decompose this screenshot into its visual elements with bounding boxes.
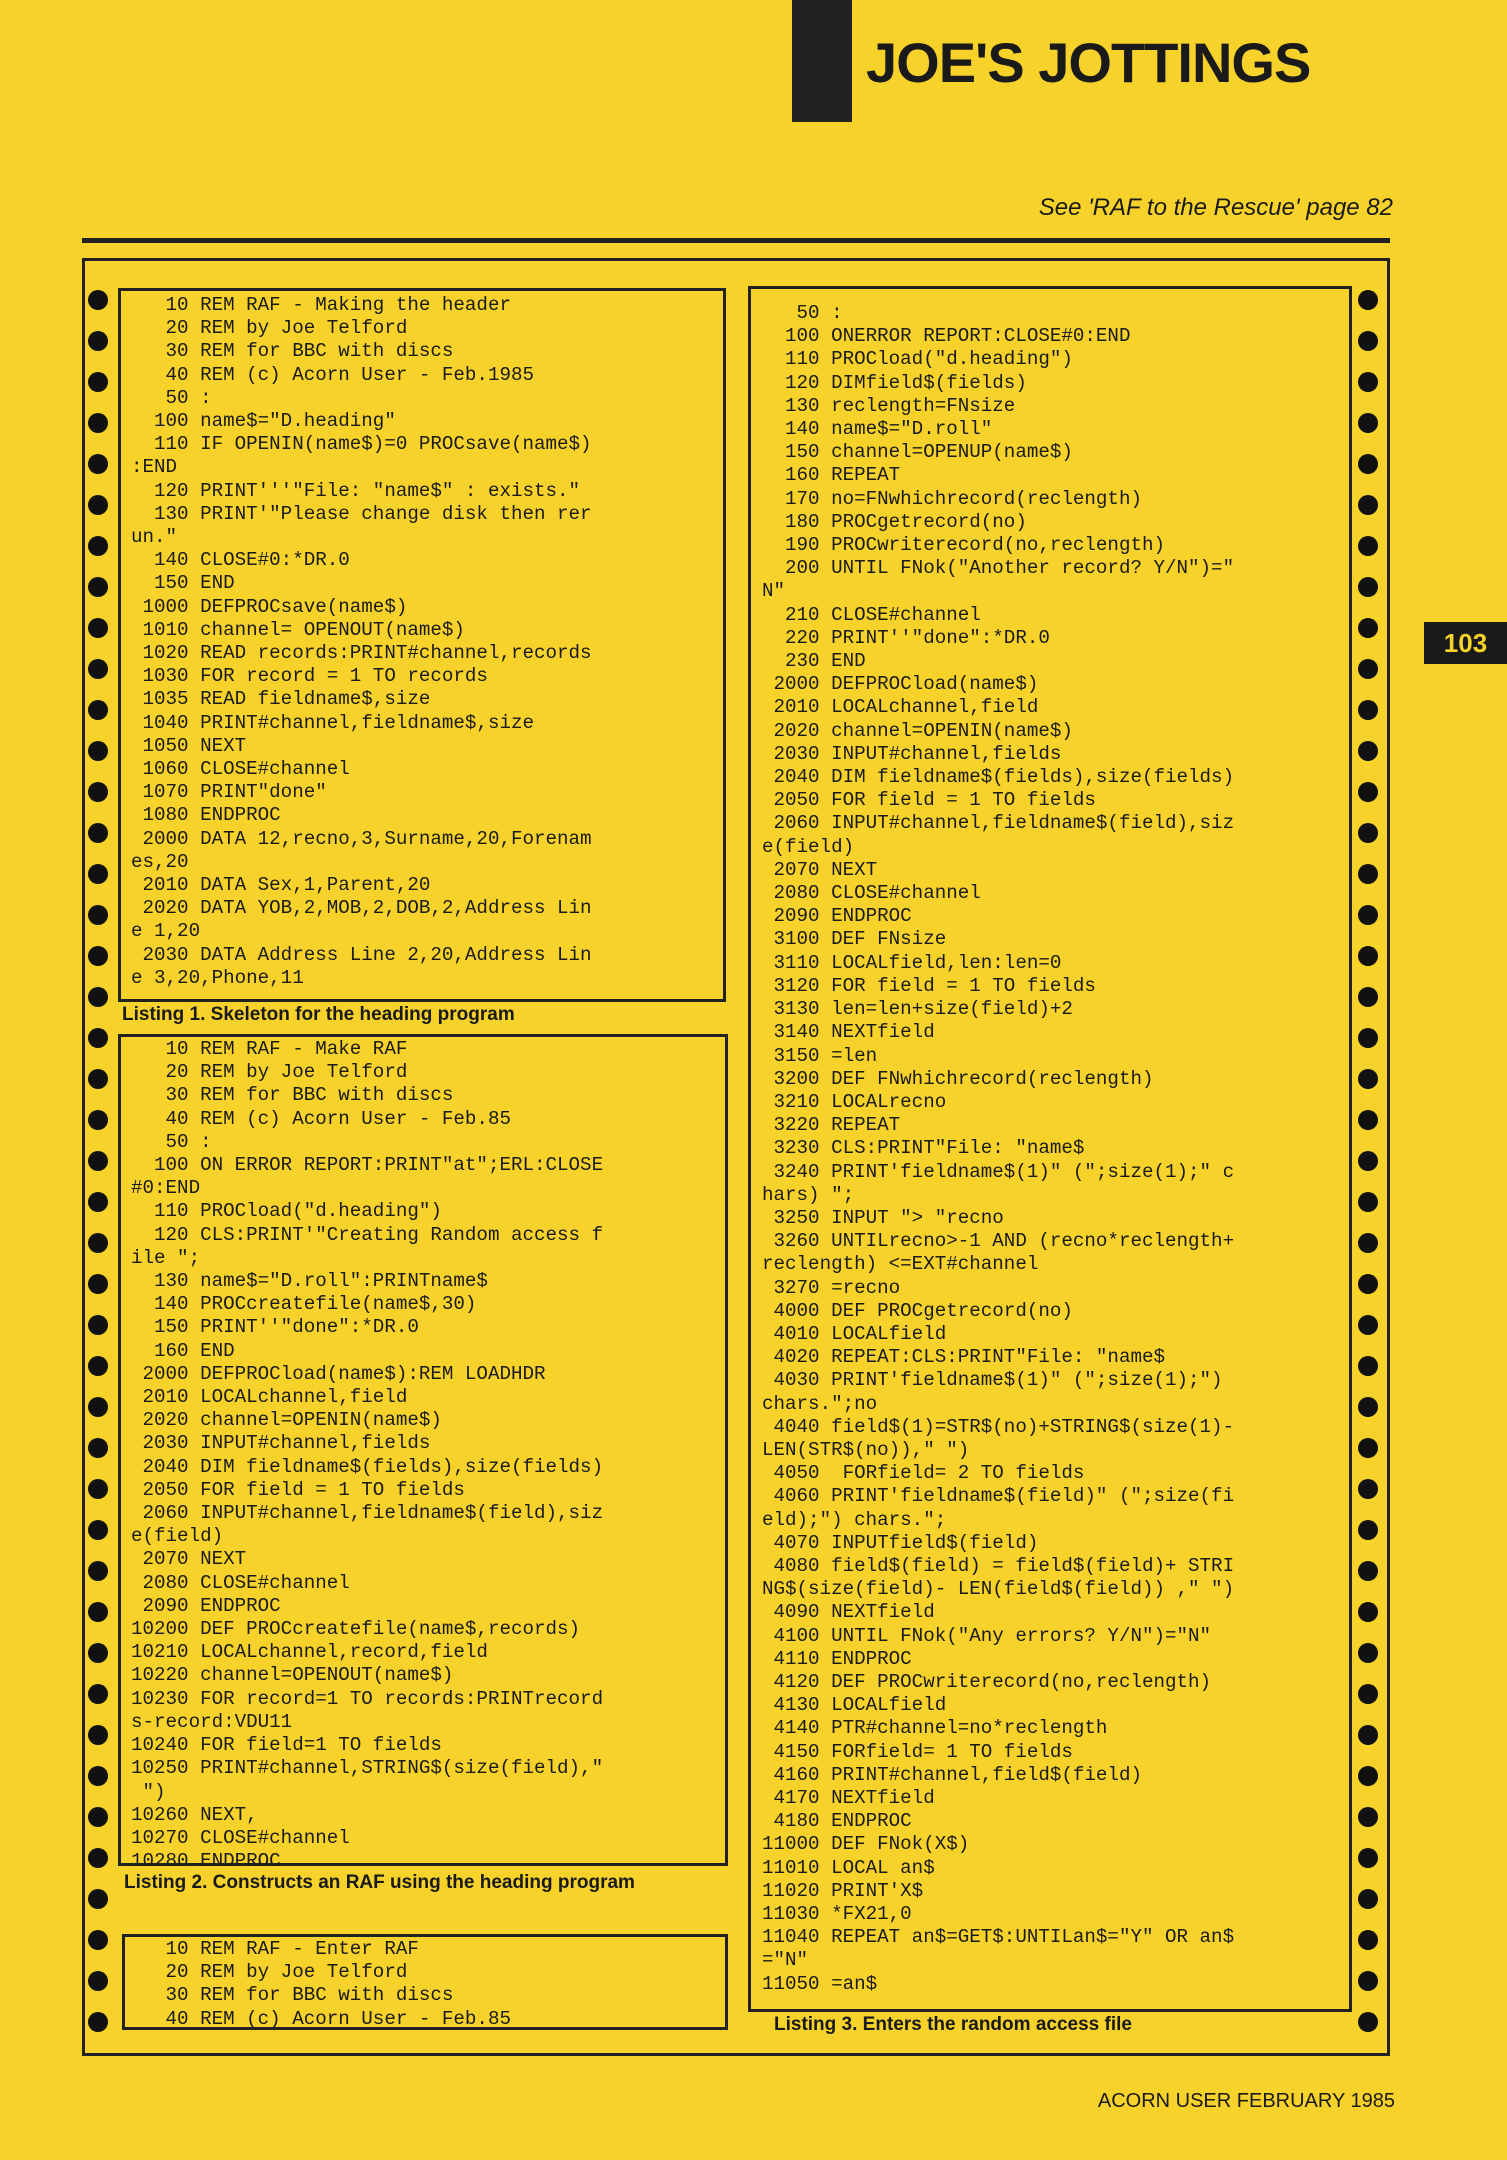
listing-2-caption: Listing 2. Constructs an RAF using the heading program	[124, 1872, 635, 1893]
tractor-hole	[1358, 946, 1378, 966]
tractor-hole	[1358, 495, 1378, 515]
code-line: 2030 INPUT#channel,fields	[131, 1432, 431, 1455]
code-line: 11040 REPEAT an$=GET$:UNTILan$="Y" OR an$	[762, 1926, 1235, 1949]
code-line: 10250 PRINT#channel,STRING$(size(field),"	[131, 1757, 604, 1780]
tractor-hole	[88, 823, 108, 843]
tractor-hole	[1358, 1684, 1378, 1704]
code-line: 150 END	[131, 572, 235, 595]
code-line: 4030 PRINT'fieldname$(1)" (";size(1);")	[762, 1369, 1223, 1392]
code-line: 11010 LOCAL an$	[762, 1856, 935, 1879]
code-line: eld);") chars.";	[762, 1508, 947, 1531]
listing-3-code	[762, 302, 1234, 1996]
code-line: 3120 FOR field = 1 TO fields	[762, 974, 1096, 997]
code-line: 3260 UNTILrecno>-1 AND (recno*reclength+	[762, 1230, 1235, 1253]
tractor-hole	[88, 331, 108, 351]
code-line: 4110 ENDPROC	[762, 1647, 912, 1670]
code-line: 160 REPEAT	[762, 464, 901, 487]
code-line: 1010 channel= OPENOUT(name$)	[131, 618, 465, 641]
tractor-hole	[88, 1438, 108, 1458]
tractor-hole	[88, 454, 108, 474]
code-line: 11000 DEF FNok(X$)	[762, 1833, 970, 1856]
tractor-hole	[1358, 1889, 1378, 1909]
code-line: 4050 FORfield= 2 TO fields	[762, 1462, 1085, 1485]
code-line: 2070 NEXT	[762, 858, 878, 881]
code-line: 1080 ENDPROC	[131, 804, 281, 827]
code-line: 2010 DATA Sex,1,Parent,20	[131, 874, 431, 897]
tractor-hole	[88, 1725, 108, 1745]
code-line: 140 PROCcreatefile(name$,30)	[131, 1293, 477, 1316]
code-line: 3250 INPUT "> "recno	[762, 1206, 1004, 1229]
code-line: 20 REM by Joe Telford	[131, 1961, 408, 1984]
tractor-hole	[88, 1028, 108, 1048]
code-line: 2080 CLOSE#channel	[762, 882, 981, 905]
tractor-hole	[1358, 1438, 1378, 1458]
tractor-hole	[88, 1069, 108, 1089]
code-line: 200 UNTIL FNok("Another record? Y/N")="	[762, 557, 1235, 580]
code-line: 2050 FOR field = 1 TO fields	[131, 1478, 465, 1501]
code-line: 10220 channel=OPENOUT(name$)	[131, 1664, 454, 1687]
tractor-hole	[88, 1356, 108, 1376]
tractor-hole	[1358, 1561, 1378, 1581]
code-line: 40 REM (c) Acorn User - Feb.1985	[131, 363, 535, 386]
code-line: 30 REM for BBC with discs	[131, 1084, 454, 1107]
tractor-hole	[1358, 782, 1378, 802]
code-line: 1040 PRINT#channel,fieldname$,size	[131, 711, 535, 734]
code-line: 30 REM for BBC with discs	[131, 340, 454, 363]
code-line: 100 ON ERROR REPORT:PRINT"at";ERL:CLOSE	[131, 1154, 604, 1177]
tractor-hole	[1358, 1930, 1378, 1950]
tractor-hole	[88, 1561, 108, 1581]
tractor-hole	[88, 1520, 108, 1540]
code-line: 110 PROCload("d.heading")	[131, 1200, 442, 1223]
code-line: 10270 CLOSE#channel	[131, 1826, 350, 1849]
tractor-hole	[1358, 331, 1378, 351]
code-line: 2010 LOCALchannel,field	[762, 696, 1039, 719]
tractor-holes-left	[88, 290, 108, 2036]
code-line: 4140 PTR#channel=no*reclength	[762, 1717, 1108, 1740]
tractor-hole	[1358, 905, 1378, 925]
code-line: 2030 DATA Address Line 2,20,Address Lin	[131, 943, 592, 966]
code-line: 2000 DATA 12,recno,3,Surname,20,Forenam	[131, 827, 592, 850]
code-line: 2000 DEFPROCload(name$):REM LOADHDR	[131, 1362, 546, 1385]
code-line: 4160 PRINT#channel,field$(field)	[762, 1763, 1142, 1786]
code-line: 2080 CLOSE#channel	[131, 1571, 350, 1594]
tractor-hole	[88, 1192, 108, 1212]
tractor-hole	[88, 1684, 108, 1704]
code-line: 11030 *FX21,0	[762, 1903, 912, 1926]
tractor-hole	[88, 741, 108, 761]
code-line: 120 DIMfield$(fields)	[762, 371, 1027, 394]
code-line: 100 name$="D.heading"	[131, 410, 396, 433]
code-line: 2020 channel=OPENIN(name$)	[131, 1409, 442, 1432]
code-line: es,20	[131, 850, 189, 873]
code-line: 150 channel=OPENUP(name$)	[762, 441, 1073, 464]
tractor-hole	[1358, 700, 1378, 720]
code-line: 1020 READ records:PRINT#channel,records	[131, 642, 592, 665]
tractor-hole	[88, 413, 108, 433]
code-line: 50 :	[762, 302, 843, 324]
code-line: 1060 CLOSE#channel	[131, 758, 350, 781]
tractor-hole	[88, 372, 108, 392]
tractor-hole	[88, 2012, 108, 2032]
code-line: 11020 PRINT'X$	[762, 1879, 924, 1902]
code-line: 4060 PRINT'fieldname$(field)" (";size(fi	[762, 1485, 1235, 1508]
code-line: 10 REM RAF - Make RAF	[131, 1038, 408, 1060]
code-line: :END	[131, 456, 178, 479]
tractor-hole	[1358, 2012, 1378, 2032]
code-line: 2040 DIM fieldname$(fields),size(fields)	[762, 766, 1235, 789]
header-rule	[82, 238, 1390, 243]
code-line: 220 PRINT''"done":*DR.0	[762, 626, 1050, 649]
tractor-hole	[88, 987, 108, 1007]
code-line: 150 PRINT''"done":*DR.0	[131, 1316, 419, 1339]
tractor-hole	[88, 782, 108, 802]
tractor-hole	[1358, 1971, 1378, 1991]
tractor-hole	[88, 577, 108, 597]
code-line: 20 REM by Joe Telford	[131, 1061, 408, 1084]
tractor-hole	[1358, 454, 1378, 474]
tractor-hole	[1358, 413, 1378, 433]
tractor-hole	[1358, 1233, 1378, 1253]
page-number-tab: 103	[1424, 622, 1507, 664]
tractor-hole	[88, 1479, 108, 1499]
tractor-hole	[1358, 1807, 1378, 1827]
code-line: 1000 DEFPROCsave(name$)	[131, 595, 408, 618]
code-line: 4070 INPUTfield$(field)	[762, 1531, 1039, 1554]
listing-2-code	[131, 1038, 603, 1873]
code-line: 2090 ENDPROC	[762, 905, 912, 928]
code-line: 180 PROCgetrecord(no)	[762, 510, 1027, 533]
code-line: 130 reclength=FNsize	[762, 394, 1016, 417]
code-line: #0:END	[131, 1177, 201, 1200]
tractor-hole	[88, 536, 108, 556]
tractor-hole	[1358, 1725, 1378, 1745]
tractor-hole	[1358, 1520, 1378, 1540]
code-line: 120 PRINT'''"File: "name$" : exists."	[131, 479, 581, 502]
code-line: 3270 =recno	[762, 1276, 901, 1299]
code-line: 110 PROCload("d.heading")	[762, 348, 1073, 371]
tractor-hole	[1358, 864, 1378, 884]
code-line: 3210 LOCALrecno	[762, 1090, 947, 1113]
code-line: 4170 NEXTfield	[762, 1787, 935, 1809]
code-line: 3220 REPEAT	[762, 1114, 901, 1137]
code-line: 3150 =len	[762, 1044, 878, 1067]
tractor-hole	[1358, 1848, 1378, 1868]
code-line: 3200 DEF FNwhichrecord(reclength)	[762, 1067, 1154, 1090]
tractor-hole	[1358, 1192, 1378, 1212]
tractor-hole	[88, 1766, 108, 1786]
code-line: 110 IF OPENIN(name$)=0 PROCsave(name$)	[131, 433, 592, 456]
tractor-hole	[1358, 1602, 1378, 1622]
tractor-hole	[1358, 618, 1378, 638]
tractor-hole	[1358, 1643, 1378, 1663]
tractor-hole	[88, 1930, 108, 1950]
tractor-hole	[1358, 1479, 1378, 1499]
code-line: 3140 NEXTfield	[762, 1021, 935, 1044]
code-line: 4180 ENDPROC	[762, 1810, 912, 1833]
tractor-hole	[88, 1643, 108, 1663]
tractor-hole	[88, 905, 108, 925]
tractor-hole	[1358, 536, 1378, 556]
code-line: reclength) <=EXT#channel	[762, 1253, 1039, 1276]
code-line: 4130 LOCALfield	[762, 1694, 947, 1717]
tractor-hole	[1358, 823, 1378, 843]
tractor-hole	[1358, 290, 1378, 310]
code-line: 40 REM (c) Acorn User - Feb.85	[131, 2007, 511, 2030]
tractor-hole	[1358, 1028, 1378, 1048]
code-line: 230 END	[762, 650, 866, 673]
tractor-hole	[88, 1315, 108, 1335]
tractor-hole	[88, 700, 108, 720]
page-footer: ACORN USER FEBRUARY 1985	[1097, 2090, 1395, 2112]
code-line: 2060 INPUT#channel,fieldname$(field),siz	[762, 812, 1235, 835]
code-line: 4000 DEF PROCgetrecord(no)	[762, 1299, 1073, 1322]
code-line: s-record:VDU11	[131, 1710, 293, 1733]
tractor-hole	[88, 1889, 108, 1909]
code-line: LEN(STR$(no))," ")	[762, 1438, 970, 1461]
tractor-hole	[1358, 1069, 1378, 1089]
code-line: 1070 PRINT"done"	[131, 781, 327, 804]
code-line: 20 REM by Joe Telford	[131, 317, 408, 340]
listing-3-code-top	[131, 1938, 511, 2031]
code-line: ")	[131, 1780, 166, 1803]
code-line: 1035 READ fieldname$,size	[131, 688, 431, 711]
code-line: 30 REM for BBC with discs	[131, 1984, 454, 2007]
header-bar	[792, 0, 852, 122]
listing-1-caption: Listing 1. Skeleton for the heading program	[122, 1004, 515, 1025]
tractor-hole	[88, 290, 108, 310]
code-line: 4010 LOCALfield	[762, 1322, 947, 1345]
tractor-hole	[1358, 1151, 1378, 1171]
tractor-hole	[88, 1151, 108, 1171]
code-line: e(field)	[762, 835, 855, 858]
code-line: 120 CLS:PRINT'"Creating Random access f	[131, 1223, 604, 1246]
code-line: 10230 FOR record=1 TO records:PRINTrecord	[131, 1687, 604, 1710]
code-line: 2020 channel=OPENIN(name$)	[762, 719, 1073, 742]
code-line: 2010 LOCALchannel,field	[131, 1386, 408, 1409]
code-line: 10 REM RAF - Enter RAF	[131, 1938, 419, 1960]
tractor-hole	[88, 1274, 108, 1294]
tractor-hole	[1358, 987, 1378, 1007]
code-line: chars.";no	[762, 1392, 878, 1415]
tractor-hole	[1358, 372, 1378, 392]
tractor-hole	[88, 1233, 108, 1253]
page-title: JOE'S JOTTINGS	[866, 31, 1311, 94]
code-line: 4020 REPEAT:CLS:PRINT"File: "name$	[762, 1346, 1166, 1369]
tractor-holes-right	[1358, 290, 1378, 2036]
code-line: 140 CLOSE#0:*DR.0	[131, 549, 350, 572]
cross-reference: See 'RAF to the Rescue' page 82	[1038, 194, 1393, 221]
tractor-hole	[88, 946, 108, 966]
code-line: 2050 FOR field = 1 TO fields	[762, 789, 1096, 812]
tractor-hole	[1358, 1315, 1378, 1335]
code-line: 210 CLOSE#channel	[762, 603, 981, 626]
code-line: N"	[762, 580, 786, 603]
code-line: 160 END	[131, 1339, 235, 1362]
tractor-hole	[88, 1602, 108, 1622]
code-line: 1030 FOR record = 1 TO records	[131, 665, 488, 688]
code-line: 3110 LOCALfield,len:len=0	[762, 951, 1062, 974]
code-line: 3100 DEF FNsize	[762, 928, 947, 951]
code-line: 4080 field$(field) = field$(field)+ STRI	[762, 1554, 1235, 1577]
tractor-hole	[88, 618, 108, 638]
code-line: 2030 INPUT#channel,fields	[762, 742, 1062, 765]
listing-3-caption: Listing 3. Enters the random access file	[774, 2014, 1132, 2035]
tractor-hole	[88, 659, 108, 679]
tractor-hole	[1358, 659, 1378, 679]
code-line: 130 PRINT'"Please change disk then rer	[131, 502, 592, 525]
code-line: 50 :	[131, 1130, 212, 1153]
code-line: 10200 DEF PROCcreatefile(name$,records)	[131, 1618, 581, 1641]
code-line: 4150 FORfield= 1 TO fields	[762, 1740, 1073, 1763]
tractor-hole	[88, 1397, 108, 1417]
code-line: 40 REM (c) Acorn User - Feb.85	[131, 1107, 511, 1130]
code-line: un."	[131, 526, 178, 549]
code-line: 10210 LOCALchannel,record,field	[131, 1641, 488, 1664]
code-line: 10240 FOR field=1 TO fields	[131, 1734, 442, 1757]
code-line: 190 PROCwriterecord(no,reclength)	[762, 534, 1166, 557]
tractor-hole	[88, 495, 108, 515]
tractor-hole	[1358, 741, 1378, 761]
code-line: NG$(size(field)- LEN(field$(field)) ," ")	[762, 1578, 1235, 1601]
code-line: 2070 NEXT	[131, 1548, 247, 1571]
tractor-hole	[1358, 1110, 1378, 1130]
code-line: 2020 DATA YOB,2,MOB,2,DOB,2,Address Lin	[131, 897, 592, 920]
code-line: 3240 PRINT'fieldname$(1)" (";size(1);" c	[762, 1160, 1235, 1183]
tractor-hole	[1358, 1397, 1378, 1417]
code-line: 170 no=FNwhichrecord(reclength)	[762, 487, 1142, 510]
code-line: 140 name$="D.roll"	[762, 418, 993, 441]
code-line: 4090 NEXTfield	[762, 1601, 935, 1624]
tractor-hole	[1358, 1356, 1378, 1376]
code-line: ile ";	[131, 1246, 201, 1269]
tractor-hole	[88, 1971, 108, 1991]
listing-1-code	[131, 294, 592, 990]
code-line: 2090 ENDPROC	[131, 1594, 281, 1617]
tractor-hole	[1358, 1766, 1378, 1786]
code-line: e 3,20,Phone,11	[131, 966, 304, 989]
code-line: 3130 len=len+size(field)+2	[762, 998, 1073, 1021]
tractor-hole	[1358, 1274, 1378, 1294]
code-line: ="N"	[762, 1949, 809, 1972]
code-line: hars) ";	[762, 1183, 855, 1206]
tractor-hole	[88, 1848, 108, 1868]
code-line: 10280 ENDPROC	[131, 1850, 281, 1873]
code-line: 4100 UNTIL FNok("Any errors? Y/N")="N"	[762, 1624, 1212, 1647]
tractor-hole	[88, 1110, 108, 1130]
code-line: 11050 =an$	[762, 1972, 878, 1995]
code-line: e 1,20	[131, 920, 201, 943]
code-line: 2040 DIM fieldname$(fields),size(fields)	[131, 1455, 604, 1478]
code-line: 130 name$="D.roll":PRINTname$	[131, 1270, 488, 1293]
code-line: 4040 field$(1)=STR$(no)+STRING$(size(1)-	[762, 1415, 1235, 1438]
code-line: e(field)	[131, 1525, 224, 1548]
code-line: 4120 DEF PROCwriterecord(no,reclength)	[762, 1670, 1212, 1693]
code-line: 1050 NEXT	[131, 734, 247, 757]
code-line: 10260 NEXT,	[131, 1803, 258, 1826]
code-line: 50 :	[131, 386, 212, 409]
code-line: 3230 CLS:PRINT"File: "name$	[762, 1137, 1085, 1160]
code-line: 2060 INPUT#channel,fieldname$(field),siz	[131, 1502, 604, 1525]
code-line: 2000 DEFPROCload(name$)	[762, 673, 1039, 696]
code-line: 10 REM RAF - Making the header	[131, 294, 511, 316]
tractor-hole	[88, 864, 108, 884]
tractor-hole	[88, 1807, 108, 1827]
tractor-hole	[1358, 577, 1378, 597]
code-line: 100 ONERROR REPORT:CLOSE#0:END	[762, 325, 1131, 348]
